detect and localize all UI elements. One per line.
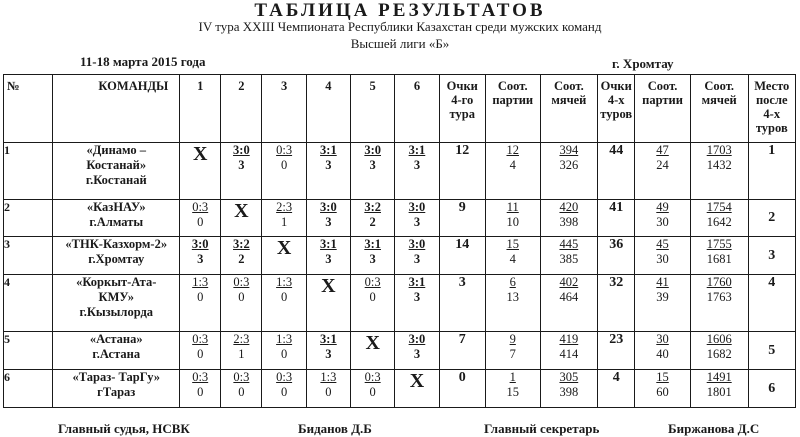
match-score-bottom: 1: [280, 215, 288, 229]
col-header-pts-all-line: туров: [600, 107, 633, 121]
tour-balls-bottom: 398: [559, 215, 579, 229]
match-score-top: 3:1: [320, 237, 337, 251]
total-balls-ratio: [690, 200, 748, 237]
match-score-bottom: 0: [280, 385, 288, 399]
match-score-bottom: 0: [369, 385, 376, 399]
team-name-line: «Астана»: [89, 332, 143, 346]
total-sets-ratio: [635, 275, 691, 332]
team-name-line: г.Алматы: [89, 215, 144, 229]
team-name-line: гТараз: [97, 385, 136, 399]
col-header-balls4-line: мячей: [551, 93, 587, 107]
tour-sets-top: 12: [506, 143, 519, 157]
total-sets-top: 45: [656, 237, 669, 251]
table-row: [4, 237, 796, 275]
match-score-top: 1:3: [192, 275, 209, 289]
match-score-bottom: 0: [369, 290, 376, 304]
table-row: [4, 370, 796, 408]
col-header-2: 2: [221, 75, 262, 143]
total-sets-top: 15: [656, 370, 669, 384]
table-row: [4, 200, 796, 237]
col-header-balls4-line: Соот.: [554, 79, 584, 93]
total-sets-top: 41: [656, 275, 669, 289]
tournament-dates: 11-18 марта 2015 года: [80, 54, 206, 69]
match-score-cell: [395, 237, 439, 275]
match-score-cell: [306, 237, 350, 275]
col-header-pts-all-line: Очки: [600, 79, 632, 93]
col-header-place-line: 4-х: [763, 107, 781, 121]
match-score-top: 0:3: [364, 370, 381, 384]
row-number: 1: [4, 143, 53, 200]
match-score-top: 3:0: [320, 200, 337, 214]
total-balls-bottom: 1763: [706, 290, 732, 304]
total-points: 41: [598, 200, 635, 237]
team-name-line: «Коркыт-Ата-: [76, 275, 157, 289]
match-score-top: 3:1: [320, 332, 337, 346]
col-header-sets-all-line: партии: [642, 93, 683, 107]
tour-points: 14: [439, 237, 485, 275]
col-header-pts4-line: тура: [449, 107, 475, 121]
match-score-top: 3:1: [408, 275, 426, 289]
tour-balls-top: 445: [559, 237, 579, 251]
team-name-line: г.Кызылорда: [79, 305, 154, 319]
match-score-bottom: 0: [197, 290, 204, 304]
tour-balls-ratio: [540, 200, 598, 237]
col-header-pts-all-line: 4-х: [607, 93, 625, 107]
tour-sets-ratio: [485, 332, 540, 370]
match-score-cell: [395, 332, 439, 370]
match-score-bottom: 0: [325, 385, 332, 399]
match-score-cell: [306, 370, 350, 408]
total-balls-ratio: [690, 237, 748, 275]
final-place: 5: [748, 332, 795, 370]
tour-sets-top: 1: [509, 370, 516, 384]
total-balls-top: 1703: [706, 143, 732, 157]
tour-balls-bottom: 326: [559, 158, 579, 172]
match-score-top: 3:1: [364, 237, 381, 251]
table-header-row: [4, 75, 796, 143]
team-name: [53, 275, 180, 332]
col-header-pts4: [439, 75, 485, 143]
total-sets-ratio: [635, 200, 691, 237]
tour-sets-bottom: 13: [506, 290, 519, 304]
match-score-cell: [180, 200, 221, 237]
tour-sets-top: 15: [506, 237, 519, 251]
match-score-bottom: 3: [413, 215, 421, 229]
match-score-cell: [221, 370, 262, 408]
match-score-top: 0:3: [276, 143, 293, 157]
final-place: 6: [748, 370, 795, 408]
tour-balls-bottom: 414: [559, 347, 579, 361]
total-points: 36: [598, 237, 635, 275]
match-score-cell: [221, 237, 262, 275]
col-header-num: №: [4, 75, 53, 143]
match-score-cell: [395, 143, 439, 200]
tour-balls-bottom: 385: [559, 252, 579, 266]
tour-points: 7: [439, 332, 485, 370]
match-score-top: 0:3: [192, 370, 209, 384]
chief-judge-name: Биданов Д.Б: [298, 421, 372, 436]
team-name-line: г.Астана: [92, 347, 141, 361]
col-header-balls-all-line: Соот.: [704, 79, 735, 93]
match-score-top: 2:3: [276, 200, 293, 214]
match-score-cell: [180, 237, 221, 275]
col-header-pts4-line: 4-го: [451, 93, 474, 107]
match-score-bottom: 1: [238, 347, 245, 361]
team-name-line: Костанай»: [86, 158, 147, 172]
match-score-cell: [221, 143, 262, 200]
results-body: [4, 143, 796, 408]
match-score-cell: [306, 332, 350, 370]
tour-balls-ratio: [540, 332, 598, 370]
col-header-5: 5: [351, 75, 395, 143]
total-sets-bottom: 24: [656, 158, 669, 172]
tour-points: 0: [439, 370, 485, 408]
tour-balls-ratio: [540, 237, 598, 275]
tour-balls-top: 305: [559, 370, 579, 384]
match-score-cell: [306, 200, 350, 237]
match-score-top: 3:0: [408, 332, 426, 346]
match-score-top: 1:3: [276, 275, 293, 289]
match-score-top: 1:3: [320, 370, 337, 384]
total-balls-bottom: 1681: [706, 252, 732, 266]
match-score-top: 3:1: [408, 143, 426, 157]
row-number: 2: [4, 200, 53, 237]
row-number: 6: [4, 370, 53, 408]
match-score-bottom: 3: [325, 215, 332, 229]
match-score-cell: [262, 200, 306, 237]
team-name-line: г.Костанай: [85, 173, 147, 187]
team-name-line: КМУ»: [98, 290, 134, 304]
match-score-cell: [351, 200, 395, 237]
tour-sets-ratio: [485, 370, 540, 408]
total-sets-ratio: [635, 332, 691, 370]
match-score-cell: [306, 143, 350, 200]
total-balls-top: 1760: [706, 275, 732, 289]
match-score-bottom: 0: [280, 347, 288, 361]
tour-sets-ratio: [485, 200, 540, 237]
tour-sets-bottom: 4: [509, 252, 516, 266]
col-header-balls-all-line: мячей: [701, 93, 737, 107]
tournament-city: г. Хромтау: [612, 56, 674, 71]
tour-sets-ratio: [485, 237, 540, 275]
total-sets-bottom: 30: [656, 252, 669, 266]
total-sets-bottom: 39: [656, 290, 669, 304]
tour-balls-top: 394: [559, 143, 579, 157]
tour-balls-top: 402: [559, 275, 579, 289]
table-row: [4, 332, 796, 370]
row-number: 4: [4, 275, 53, 332]
match-score-bottom: 3: [369, 252, 376, 266]
tour-balls-ratio: [540, 275, 598, 332]
col-header-6: 6: [395, 75, 439, 143]
results-table: [3, 74, 796, 408]
match-score-top: 0:3: [192, 200, 209, 214]
match-score-cell: [262, 332, 306, 370]
match-score-top: 3:0: [408, 200, 426, 214]
total-balls-top: 1606: [706, 332, 732, 346]
match-score-bottom: 0: [238, 385, 245, 399]
team-name: [53, 370, 180, 408]
match-score-bottom: 3: [413, 158, 421, 172]
match-score-top: 3:0: [233, 143, 250, 157]
match-score-cell: [262, 275, 306, 332]
total-balls-top: 1491: [706, 370, 732, 384]
match-score-top: 3:0: [364, 143, 381, 157]
tour-balls-ratio: [540, 143, 598, 200]
total-balls-bottom: 1801: [706, 385, 732, 399]
page-title: ТАБЛИЦА РЕЗУЛЬТАТОВ: [254, 0, 546, 21]
match-score-top: 3:0: [191, 237, 209, 251]
final-place: 4: [748, 275, 795, 332]
row-number: 3: [4, 237, 53, 275]
match-score-cell: [180, 275, 221, 332]
subtitle-championship: IV тура XXIII Чемпионата Республики Казахстан среди мужских команд: [198, 19, 602, 34]
match-score-cell: [395, 200, 439, 237]
tour-balls-bottom: 464: [559, 290, 579, 304]
col-header-sets-all: [635, 75, 691, 143]
tour-points: 12: [439, 143, 485, 200]
tour-sets-bottom: 10: [506, 215, 519, 229]
chief-judge-label: Главный судья, НСВК: [58, 421, 190, 436]
col-header-sets4-line: партии: [492, 93, 534, 107]
match-score-bottom: 0: [197, 385, 204, 399]
team-name: [53, 143, 180, 200]
table-row: [4, 143, 796, 200]
match-score-cell: [351, 275, 395, 332]
tour-balls-bottom: 398: [559, 385, 579, 399]
total-sets-ratio: [635, 370, 691, 408]
match-score-cell: [221, 332, 262, 370]
tour-sets-top: 6: [509, 275, 516, 289]
match-score-top: 3:2: [233, 237, 250, 251]
col-header-4: 4: [306, 75, 350, 143]
tour-sets-bottom: 7: [509, 347, 516, 361]
match-score-top: 3:2: [364, 200, 381, 214]
tour-sets-bottom: 15: [506, 385, 519, 399]
match-score-bottom: 0: [197, 347, 204, 361]
tour-sets-bottom: 4: [509, 158, 516, 172]
row-number: 5: [4, 332, 53, 370]
tour-balls-top: 419: [559, 332, 579, 346]
self-match-mark: X: [351, 332, 395, 370]
col-header-pts-all: [598, 75, 635, 143]
self-match-mark: X: [180, 143, 221, 200]
match-score-bottom: 3: [369, 158, 376, 172]
match-score-bottom: 0: [280, 158, 288, 172]
total-sets-ratio: [635, 143, 691, 200]
col-header-place: [748, 75, 795, 143]
total-sets-top: 47: [656, 143, 669, 157]
total-balls-ratio: [690, 370, 748, 408]
col-header-1: 1: [180, 75, 221, 143]
total-points: 4: [598, 370, 635, 408]
match-score-bottom: 0: [238, 290, 245, 304]
table-row: [4, 275, 796, 332]
match-score-top: 0:3: [276, 370, 293, 384]
total-sets-bottom: 60: [656, 385, 669, 399]
total-balls-ratio: [690, 332, 748, 370]
team-name-line: «ТНК-Казхорм-2»: [65, 237, 168, 251]
total-balls-bottom: 1642: [706, 215, 732, 229]
match-score-top: 0:3: [364, 275, 381, 289]
total-balls-bottom: 1682: [706, 347, 732, 361]
tour-points: 3: [439, 275, 485, 332]
match-score-cell: [180, 370, 221, 408]
tour-sets-top: 9: [509, 332, 516, 346]
match-score-bottom: 0: [280, 290, 288, 304]
match-score-bottom: 3: [413, 290, 421, 304]
match-score-bottom: 3: [325, 252, 332, 266]
match-score-cell: [262, 370, 306, 408]
match-score-bottom: 3: [325, 158, 332, 172]
col-header-3: 3: [262, 75, 306, 143]
team-name: [53, 200, 180, 237]
match-score-bottom: 3: [413, 252, 421, 266]
team-name-line: «Тараз- ТарГу»: [72, 370, 161, 384]
match-score-top: 0:3: [233, 275, 250, 289]
team-name-line: г.Хромтау: [88, 252, 145, 266]
match-score-cell: [180, 332, 221, 370]
col-header-balls-all: [690, 75, 748, 143]
col-header-pts4-line: Очки: [446, 79, 478, 93]
match-score-bottom: 3: [197, 252, 204, 266]
self-match-mark: X: [262, 237, 306, 275]
total-balls-top: 1755: [706, 237, 732, 251]
match-score-cell: [351, 143, 395, 200]
self-match-mark: X: [395, 370, 439, 408]
match-score-bottom: 2: [238, 252, 245, 266]
col-header-sets-all-line: Соот.: [647, 79, 678, 93]
team-name: [53, 332, 180, 370]
match-score-bottom: 3: [238, 158, 245, 172]
subtitle-league: Высшей лиги «Б»: [350, 36, 450, 51]
match-score-cell: [395, 275, 439, 332]
match-score-cell: [351, 237, 395, 275]
self-match-mark: X: [306, 275, 350, 332]
col-header-place-line: Место: [754, 79, 790, 93]
match-score-cell: [262, 143, 306, 200]
col-header-sets4-line: Соот.: [497, 79, 528, 93]
chief-secretary-label: Главный секретарь: [484, 421, 600, 436]
total-sets-top: 30: [656, 332, 669, 346]
total-balls-top: 1754: [706, 200, 732, 214]
match-score-bottom: 3: [325, 347, 332, 361]
team-name: [53, 237, 180, 275]
col-header-place-line: после: [755, 93, 788, 107]
tour-sets-ratio: [485, 143, 540, 200]
tour-points: 9: [439, 200, 485, 237]
tour-sets-top: 11: [506, 200, 519, 214]
total-sets-top: 49: [656, 200, 669, 214]
match-score-bottom: 3: [413, 347, 421, 361]
match-score-bottom: 2: [369, 215, 376, 229]
tour-balls-ratio: [540, 370, 598, 408]
match-score-top: 3:1: [320, 143, 337, 157]
team-name-line: «Динамо –: [86, 143, 146, 157]
self-match-mark: X: [221, 200, 262, 237]
col-header-place-line: туров: [755, 121, 788, 135]
final-place: 2: [748, 200, 795, 237]
chief-secretary-name: Биржанова Д.С: [668, 421, 760, 436]
total-points: 44: [598, 143, 635, 200]
total-balls-ratio: [690, 143, 748, 200]
col-header-sets4: [485, 75, 540, 143]
match-score-top: 0:3: [233, 370, 250, 384]
match-score-bottom: 0: [197, 215, 204, 229]
final-place: 1: [748, 143, 795, 200]
total-points: 32: [598, 275, 635, 332]
tour-balls-top: 420: [559, 200, 579, 214]
tour-sets-ratio: [485, 275, 540, 332]
total-balls-ratio: [690, 275, 748, 332]
match-score-top: 1:3: [276, 332, 293, 346]
col-header-teams: КОМАНДЫ: [53, 75, 180, 143]
final-place: 3: [748, 237, 795, 275]
total-sets-bottom: 40: [656, 347, 669, 361]
total-balls-bottom: 1432: [706, 158, 732, 172]
team-name-line: «КазНАУ»: [86, 200, 146, 214]
total-points: 23: [598, 332, 635, 370]
match-score-cell: [351, 370, 395, 408]
match-score-cell: [221, 275, 262, 332]
col-header-balls4: [540, 75, 598, 143]
match-score-top: 0:3: [192, 332, 209, 346]
total-sets-ratio: [635, 237, 691, 275]
match-score-top: 2:3: [233, 332, 250, 346]
match-score-top: 3:0: [408, 237, 426, 251]
total-sets-bottom: 30: [656, 215, 669, 229]
